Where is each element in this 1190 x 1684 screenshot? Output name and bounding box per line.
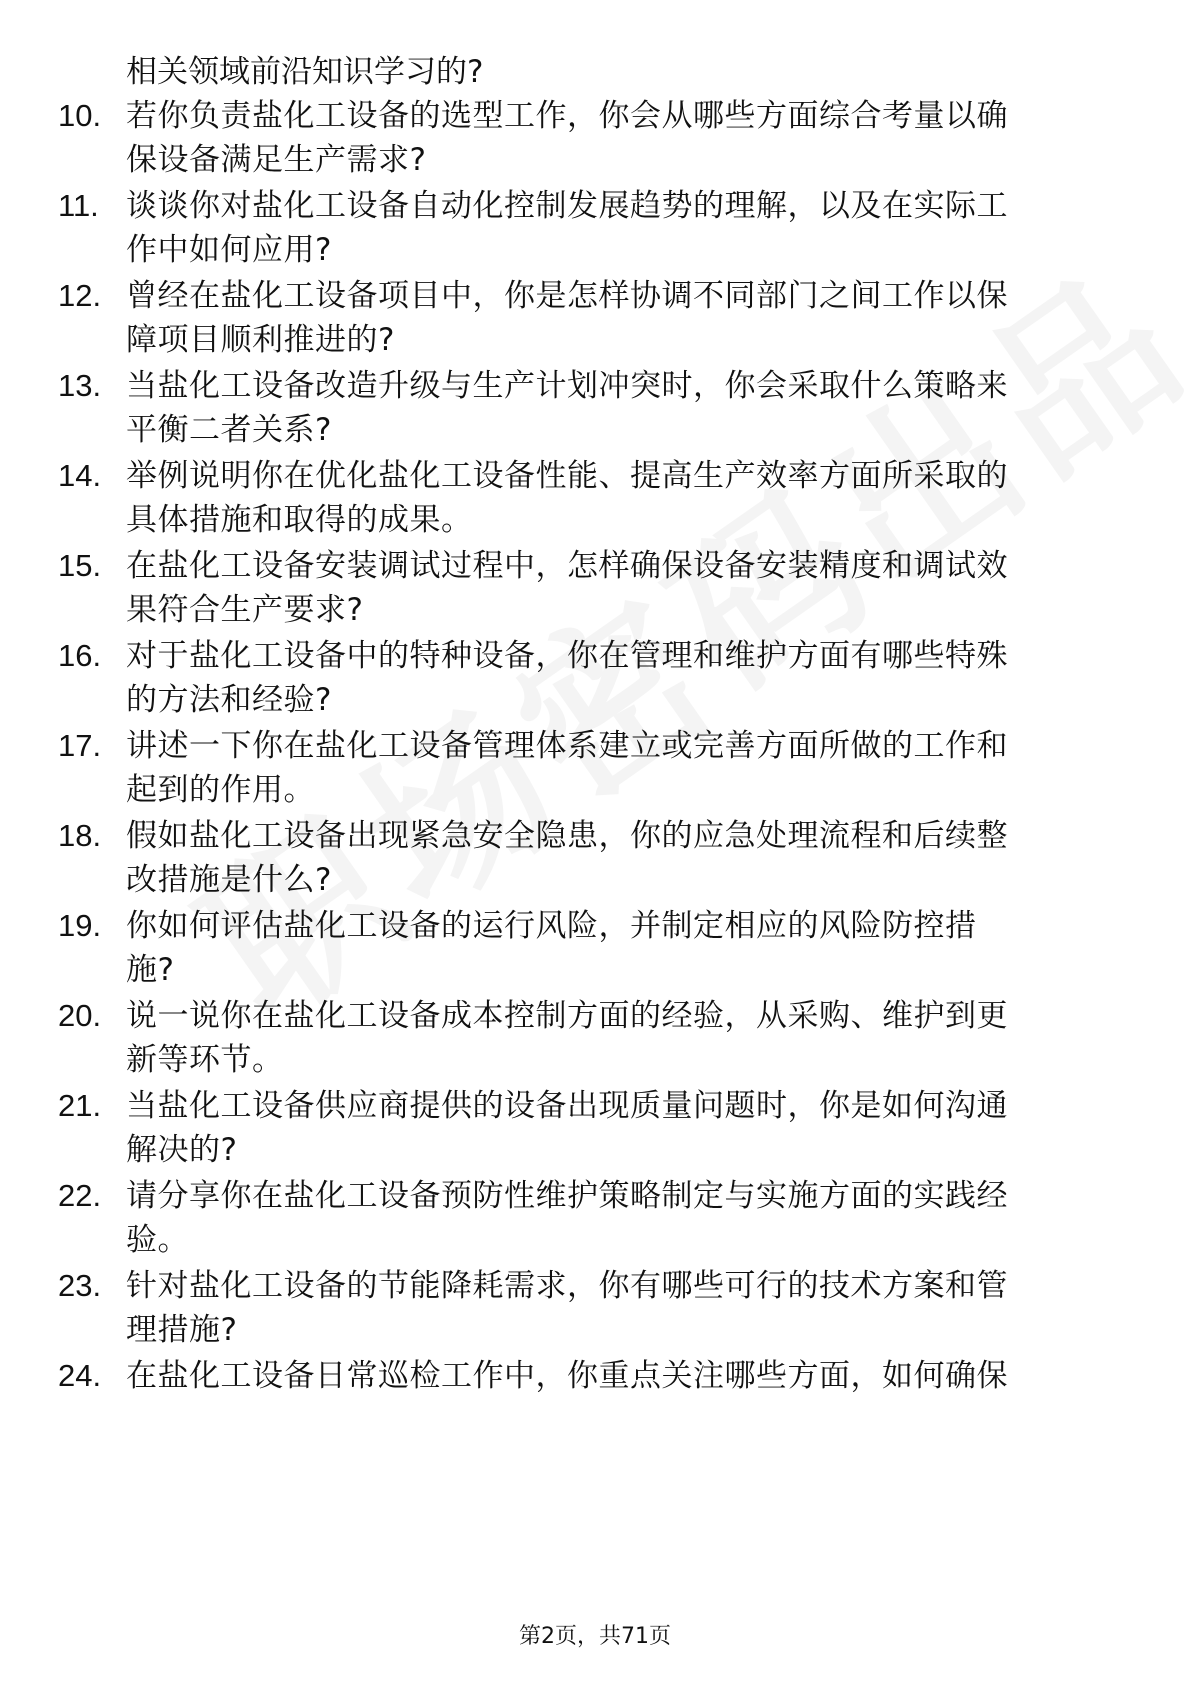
item-text (126, 1174, 1116, 1262)
item-line: 在盐化工设备安装调试过程中，怎样确保设备安装精度和调试效 (126, 548, 1008, 584)
item-text (126, 184, 1116, 272)
page-footer: 第2页，共71页 (519, 1624, 671, 1649)
item-line: 讲述一下你在盐化工设备管理体系建立或完善方面所做的工作和 (126, 728, 1008, 764)
item-text (126, 364, 1116, 452)
item-text (126, 544, 1116, 632)
item-number: 12. (58, 278, 102, 313)
item-line: 平衡二者关系? (126, 412, 332, 448)
item-number: 14. (58, 458, 102, 493)
item-text (126, 904, 1116, 992)
item-line: 果符合生产要求? (126, 592, 364, 628)
item-line: 新等环节。 (126, 1042, 284, 1078)
item-line: 请分享你在盐化工设备预防性维护策略制定与实施方面的实践经 (126, 1178, 1008, 1214)
item-line: 假如盐化工设备出现紧急安全隐患，你的应急处理流程和后续整 (126, 818, 1008, 854)
item-line: 起到的作用。 (126, 772, 315, 808)
item-line: 曾经在盐化工设备项目中，你是怎样协调不同部门之间工作以保 (126, 278, 1008, 314)
item-number: 15. (58, 548, 102, 583)
item-text (126, 724, 1116, 812)
item-line: 对于盐化工设备中的特种设备，你在管理和维护方面有哪些特殊 (126, 638, 1008, 674)
item-number: 21. (58, 1088, 102, 1123)
item-line: 谈谈你对盐化工设备自动化控制发展趋势的理解，以及在实际工 (126, 188, 1008, 224)
item-text (126, 1354, 1116, 1398)
item-line: 理措施? (126, 1312, 238, 1348)
item-text (126, 94, 1116, 182)
item-number: 24. (58, 1358, 102, 1393)
item-line: 障项目顺利推进的? (126, 322, 395, 358)
item-line: 保设备满足生产需求? (126, 142, 427, 178)
item-line: 当盐化工设备改造升级与生产计划冲突时，你会采取什么策略来 (126, 368, 1008, 404)
item-line: 若你负责盐化工设备的选型工作，你会从哪些方面综合考量以确 (126, 98, 1008, 134)
item-text (126, 274, 1116, 362)
item-line: 在盐化工设备日常巡检工作中，你重点关注哪些方面，如何确保 (126, 1358, 1008, 1394)
item-line: 改措施是什么? (126, 862, 332, 898)
item-number: 16. (58, 638, 102, 673)
item-number: 20. (58, 998, 102, 1033)
item-line: 举例说明你在优化盐化工设备性能、提高生产效率方面所采取的 (126, 458, 1008, 494)
item-text (126, 1264, 1116, 1352)
item-line: 你如何评估盐化工设备的运行风险，并制定相应的风险防控措 (126, 908, 977, 944)
item-line: 说一说你在盐化工设备成本控制方面的经验，从采购、维护到更 (126, 998, 1008, 1034)
item-text (126, 994, 1116, 1082)
continuation-line: 相关领域前沿知识学习的? (126, 54, 484, 90)
item-number: 18. (58, 818, 102, 853)
item-line: 作中如何应用? (126, 232, 332, 268)
item-line: 施? (126, 952, 175, 988)
item-line: 当盐化工设备供应商提供的设备出现质量问题时，你是如何沟通 (126, 1088, 1008, 1124)
item-number: 10. (58, 98, 102, 133)
item-number: 11. (58, 188, 99, 223)
item-line: 解决的? (126, 1132, 238, 1168)
item-number: 22. (58, 1178, 102, 1213)
item-text (126, 454, 1116, 542)
item-number: 23. (58, 1268, 102, 1303)
item-text (126, 814, 1116, 902)
item-text (126, 634, 1116, 722)
item-number: 13. (58, 368, 102, 403)
item-line: 具体措施和取得的成果。 (126, 502, 473, 538)
item-number: 17. (58, 728, 102, 763)
item-text (126, 1084, 1116, 1172)
item-number: 19. (58, 908, 102, 943)
item-line: 针对盐化工设备的节能降耗需求，你有哪些可行的技术方案和管 (126, 1268, 1008, 1304)
item-line: 验。 (126, 1222, 189, 1258)
item-line: 的方法和经验? (126, 682, 332, 718)
